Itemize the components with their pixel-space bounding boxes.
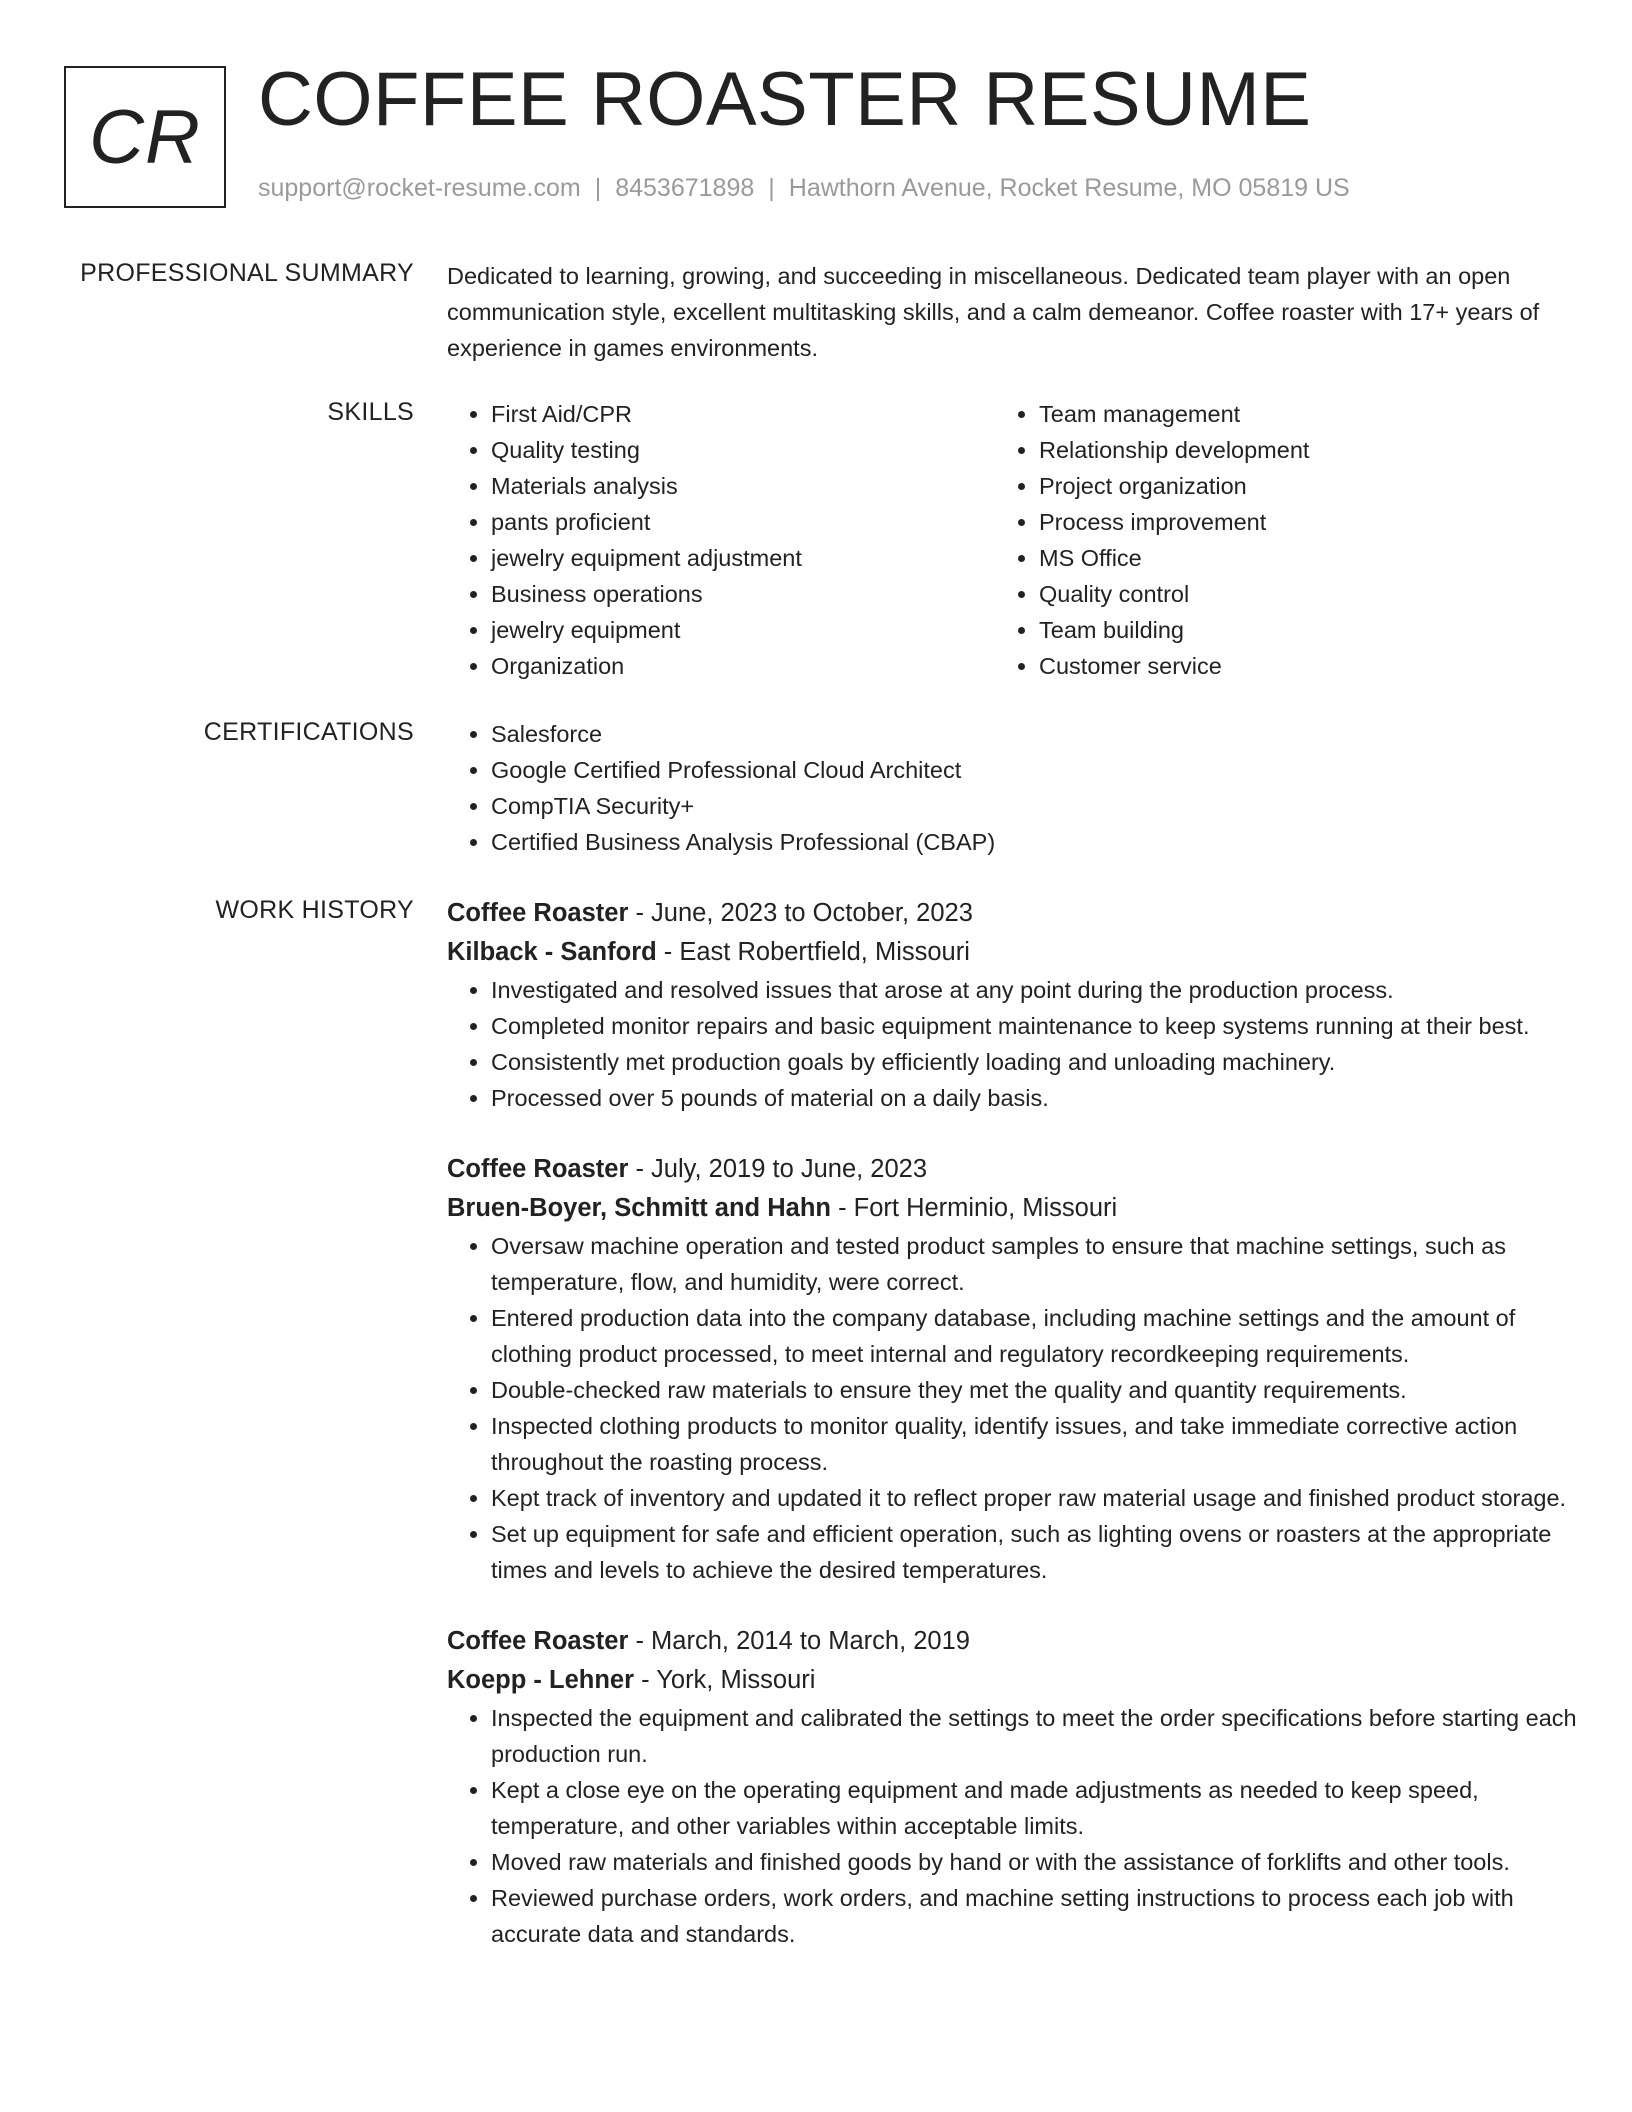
skills-list-left [447,396,1031,684]
work-history-heading: WORK HISTORY [215,896,414,924]
job-location: - Fort Herminio, Missouri [830,1194,1118,1222]
certification-item: • Certified Business Analysis Professional (CBAP) [491,824,1577,860]
skill-item: • Process improvement [1039,504,1579,540]
job-bullet-list [447,1700,1577,1952]
skill-item: • First Aid/CPR [491,396,1031,432]
skills-heading: SKILLS [327,398,414,426]
job-bullet: • Inspected the equipment and calibrated the settings to meet the order specifications before starting each production run. [491,1700,1577,1772]
skill-item: • Organization [491,648,1031,684]
job-bullet: • Set up equipment for safe and efficient operation, such as lighting ovens or roasters at the appropriate times and levels to achieve the desired temperatures. [491,1516,1577,1588]
job-bullet-list [447,1228,1577,1588]
job-title: Coffee Roaster [447,1155,629,1183]
skill-item: • pants proficient [491,504,1031,540]
skill-item: • jewelry equipment [491,612,1031,648]
job-bullet: • Inspected clothing products to monitor quality, identify issues, and take immediate corrective action throughout the roasting process. [491,1408,1577,1480]
job-bullet: • Moved raw materials and finished goods by hand or with the assistance of forklifts and other tools. [491,1844,1577,1880]
contact-line [258,174,1350,203]
skills-body [447,396,1577,686]
skill-item: • Business operations [491,576,1031,612]
job-title: Coffee Roaster [447,899,629,927]
certifications-list [447,716,1577,860]
page-title: COFFEE ROASTER RESUME [258,57,1312,142]
job-entry [447,1150,1577,1588]
job-title-line [447,1622,1577,1661]
job-bullet: • Processed over 5 pounds of material on a daily basis. [491,1080,1577,1116]
work-history-body [447,894,1577,1952]
job-bullet: • Reviewed purchase orders, work orders, and machine setting instructions to process each job with accurate data and standards. [491,1880,1577,1952]
contact-separator: | [594,174,602,202]
certifications-body [447,716,1577,860]
job-bullet: • Investigated and resolved issues that arose at any point during the production process. [491,972,1577,1008]
skill-item: • Relationship development [1039,432,1579,468]
certification-item: • CompTIA Security+ [491,788,1577,824]
job-location: - East Robertfield, Missouri [656,938,970,966]
skill-item: • Materials analysis [491,468,1031,504]
skill-item: • Quality testing [491,432,1031,468]
job-company: Kilback - Sanford [447,938,657,966]
job-entry [447,894,1577,1116]
summary-text: Dedicated to learning, growing, and succeeding in miscellaneous. Dedicated team player with an open communication style, excellent multitasking skills, and a calm demeanor. Coffee roaster with 17+ years of experience in games environments. [447,263,1540,361]
skill-item: • Project organization [1039,468,1579,504]
job-dates: - June, 2023 to October, 2023 [628,899,973,927]
job-bullet: • Kept track of inventory and updated it to reflect proper raw material usage and finished product storage. [491,1480,1577,1516]
contact-email[interactable]: support@rocket-resume.com [258,174,581,202]
skill-item: • MS Office [1039,540,1579,576]
job-company-line [447,1189,1577,1228]
skills-list-right [995,396,1579,684]
skill-item: • jewelry equipment adjustment [491,540,1031,576]
skill-item: • Team management [1039,396,1579,432]
job-bullet: • Completed monitor repairs and basic equipment maintenance to keep systems running at their best. [491,1008,1577,1044]
skill-item: • Team building [1039,612,1579,648]
contact-address: Hawthorn Avenue, Rocket Resume, MO 05819 US [788,174,1350,202]
job-dates: - July, 2019 to June, 2023 [628,1155,928,1183]
job-bullet: • Entered production data into the company database, including machine settings and the amount of clothing product processed, to meet internal and regulatory recordkeeping requirements. [491,1300,1577,1372]
summary-heading: PROFESSIONAL SUMMARY [80,259,414,287]
monogram-logo: CR [64,66,226,208]
job-company-line [447,933,1577,972]
contact-phone[interactable]: 8453671898 [615,174,755,202]
skill-item: • Quality control [1039,576,1579,612]
job-company: Koepp - Lehner [447,1666,635,1694]
job-bullet-list [447,972,1577,1116]
certification-item: • Salesforce [491,716,1577,752]
skill-item: • Customer service [1039,648,1579,684]
job-entry [447,1622,1577,1952]
certifications-heading: CERTIFICATIONS [203,718,414,746]
job-bullet: • Oversaw machine operation and tested product samples to ensure that machine settings, such as temperature, flow, and humidity, were correct. [491,1228,1577,1300]
job-title-line [447,1150,1577,1189]
job-title-line [447,894,1577,933]
job-title: Coffee Roaster [447,1627,629,1655]
contact-separator: | [768,174,775,202]
job-bullet: • Double-checked raw materials to ensure they met the quality and quantity requirements. [491,1372,1577,1408]
certification-item: • Google Certified Professional Cloud Architect [491,752,1577,788]
job-bullet: • Consistently met production goals by efficiently loading and unloading machinery. [491,1044,1577,1080]
job-company-line [447,1661,1577,1700]
job-location: - York, Missouri [634,1666,816,1694]
job-dates: - March, 2014 to March, 2019 [628,1627,970,1655]
job-company: Bruen-Boyer, Schmitt and Hahn [447,1194,831,1222]
job-bullet: • Kept a close eye on the operating equipment and made adjustments as needed to keep speed, temperature, and other variables within acceptable limits. [491,1772,1577,1844]
